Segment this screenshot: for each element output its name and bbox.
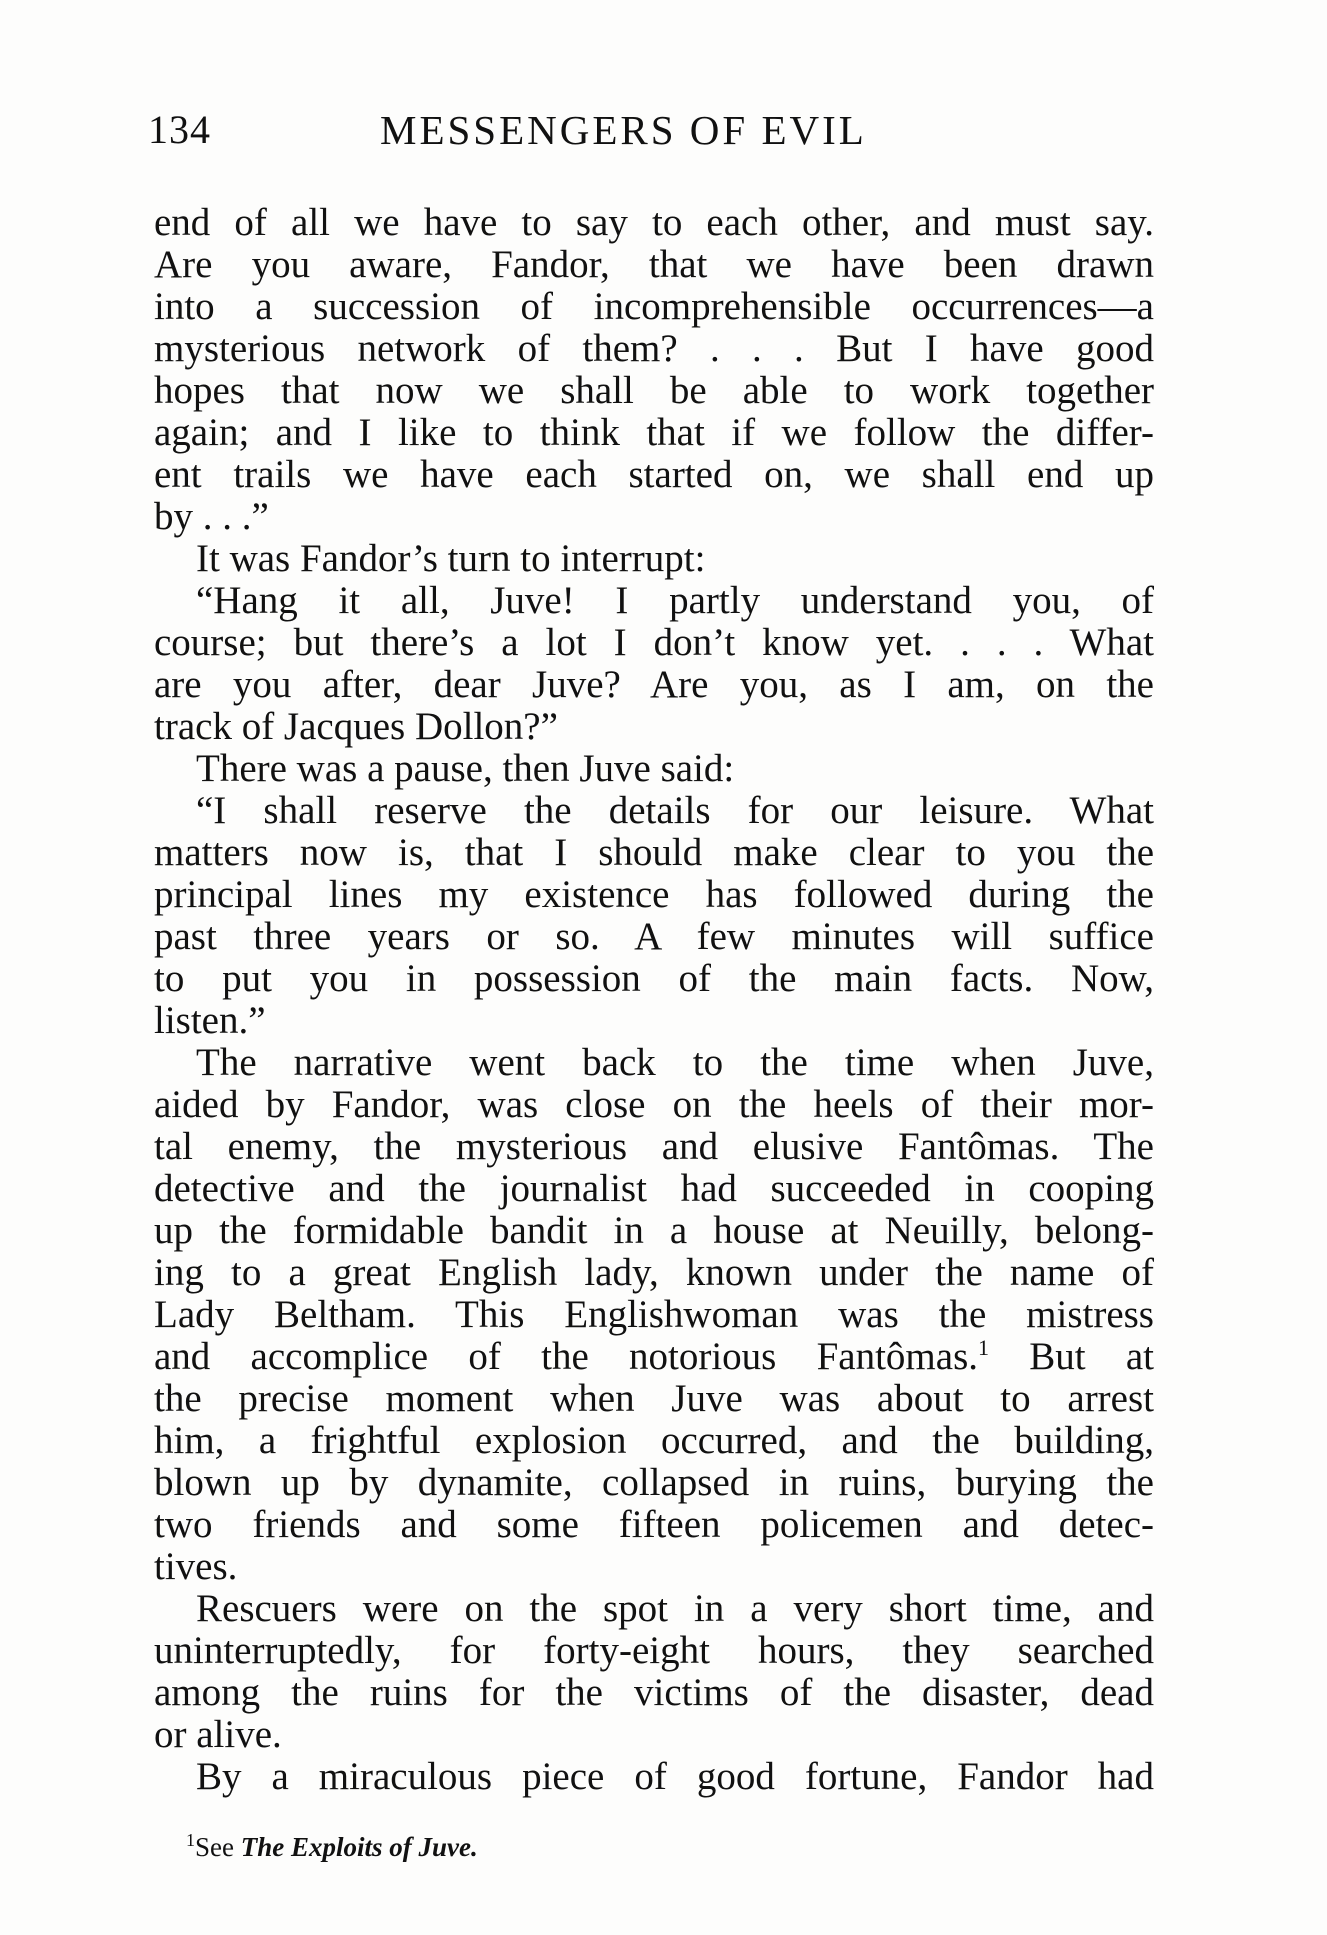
text-line: hopes that now we shall be able to work together <box>154 369 1154 412</box>
text-line: There was a pause, then Juve said: <box>196 747 735 790</box>
body-text <box>154 202 1154 1798</box>
text-line: course; but there’s a lot I don’t know yet. . . . What <box>154 621 1154 664</box>
text-line: principal lines my existence has followed during the <box>154 873 1154 916</box>
footnote-reference: 1 <box>978 1335 989 1360</box>
text-line: Are you aware, Fandor, that we have been drawn <box>154 243 1154 286</box>
text-line: “Hang it all, Juve! I partly understand you, of <box>196 579 1154 622</box>
text-line: ent trails we have each started on, we shall end up <box>154 453 1154 496</box>
text-line: among the ruins for the victims of the disaster, dead <box>154 1671 1154 1714</box>
text-line: or alive. <box>154 1713 282 1756</box>
text-line: end of all we have to say to each other, and must say. <box>154 201 1154 244</box>
text-line: ing to a great English lady, known under the name of <box>154 1251 1154 1294</box>
text-segment: But at <box>989 1335 1154 1378</box>
text-line: The narrative went back to the time when Juve, <box>196 1041 1154 1084</box>
footnote <box>186 1830 478 1863</box>
text-line: up the formidable bandit in a house at Neuilly, belong- <box>154 1209 1154 1252</box>
text-line: Rescuers were on the spot in a very short time, and <box>196 1587 1154 1630</box>
running-head: MESSENGERS OF EVIL <box>380 107 867 153</box>
page-number: 134 <box>148 107 211 152</box>
text-line: to put you in possession of the main facts. Now, <box>154 957 1154 1000</box>
text-line: by . . .” <box>154 495 269 538</box>
text-line: matters now is, that I should make clear to you the <box>154 831 1154 874</box>
text-line: two friends and some fifteen policemen and detec- <box>154 1503 1154 1546</box>
text-line: track of Jacques Dollon?” <box>154 705 558 748</box>
text-segment: and accomplice of the notorious Fantômas. <box>154 1335 978 1378</box>
text-line: mysterious network of them? . . . But I have good <box>154 327 1154 370</box>
text-line: aided by Fandor, was close on the heels of their mor- <box>154 1083 1154 1126</box>
text-line: listen.” <box>154 999 266 1042</box>
footnote-prefix: See <box>195 1832 241 1862</box>
page-header <box>148 106 1178 166</box>
text-line: detective and the journalist had succeeded in cooping <box>154 1167 1154 1210</box>
text-line: are you after, dear Juve? Are you, as I am, on the <box>154 663 1154 706</box>
footnote-title: The Exploits of Juve. <box>240 1832 478 1862</box>
text-line: tal enemy, the mysterious and elusive Fantômas. The <box>154 1125 1154 1168</box>
text-line: into a succession of incomprehensible occurrences—a <box>154 285 1154 328</box>
text-line: past three years or so. A few minutes will suffice <box>154 915 1154 958</box>
text-line: It was Fandor’s turn to interrupt: <box>196 537 706 580</box>
text-line: “I shall reserve the details for our leisure. What <box>196 789 1154 832</box>
footnote-mark: 1 <box>186 1830 195 1850</box>
text-line: the precise moment when Juve was about to arrest <box>154 1377 1154 1420</box>
text-line: him, a frightful explosion occurred, and the building, <box>154 1419 1154 1462</box>
text-line: again; and I like to think that if we follow the differ- <box>154 411 1154 454</box>
text-line-with-footnote <box>154 1336 1154 1378</box>
text-line: Lady Beltham. This Englishwoman was the mistress <box>154 1293 1154 1336</box>
text-line: tives. <box>154 1545 238 1588</box>
text-line: uninterruptedly, for forty-eight hours, they searched <box>154 1629 1154 1672</box>
text-line: By a miraculous piece of good fortune, Fandor had <box>196 1755 1154 1798</box>
text-line: blown up by dynamite, collapsed in ruins, burying the <box>154 1461 1154 1504</box>
